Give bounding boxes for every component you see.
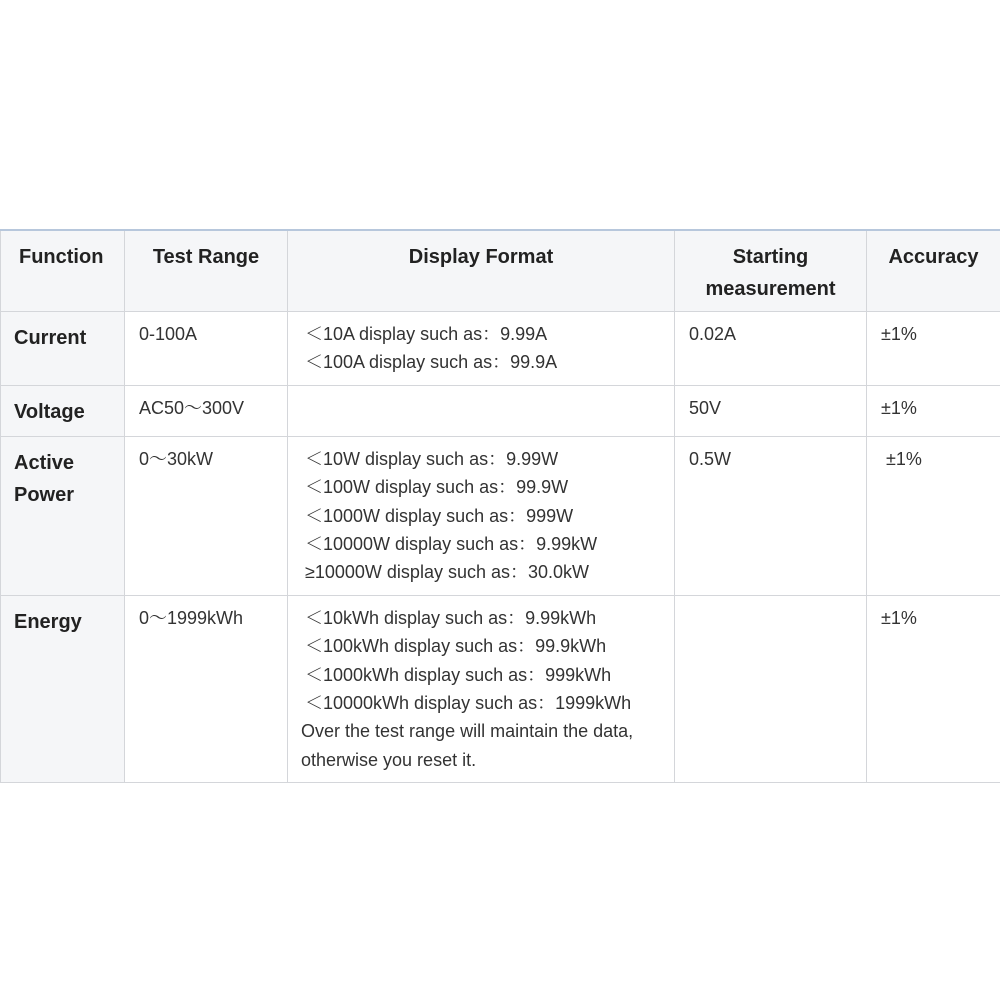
- starting-measurement-cell: 0.02A: [675, 312, 867, 386]
- display-format-note-line: otherwise you reset it.: [301, 749, 477, 770]
- display-format-line: ＜100W display such as：99.9W: [305, 477, 569, 498]
- display-format-cell: [288, 385, 675, 436]
- header-function: Function: [1, 230, 125, 312]
- row-function-energy: Energy: [1, 595, 125, 782]
- accuracy-cell: ±1%: [867, 385, 1000, 436]
- accuracy-cell: ±1%: [867, 312, 1000, 386]
- display-format-line: ≥10000W display such as：30.0kW: [305, 562, 590, 583]
- display-format-cell: [288, 595, 675, 782]
- display-format-line: ＜10A display such as：9.99A: [305, 324, 548, 344]
- spec-table-container: [0, 229, 1000, 783]
- display-format-line: ＜10000kWh display such as：1999kWh: [305, 693, 632, 714]
- display-format-note-line: Over the test range will maintain the data,: [301, 721, 634, 742]
- row-function-active-power: [1, 436, 125, 595]
- starting-measurement-cell: [675, 595, 867, 782]
- header-display-format: Display Format: [288, 230, 675, 312]
- table-row: [1, 436, 1000, 595]
- display-format-line: ＜10kWh display such as：9.99kWh: [305, 607, 597, 628]
- starting-measurement-cell: 0.5W: [675, 436, 867, 595]
- row-function-voltage: Voltage: [1, 385, 125, 436]
- specification-table: [0, 229, 1000, 783]
- table-row: [1, 312, 1000, 386]
- display-format-line: ＜100A display such as：99.9A: [305, 352, 558, 373]
- display-format-line: ＜10000W display such as：9.99kW: [305, 534, 598, 555]
- display-format-cell: [288, 312, 675, 386]
- display-format-line: ＜1000W display such as：999W: [305, 505, 574, 526]
- row-function-current: Current: [1, 312, 125, 386]
- test-range-cell: AC50～300V: [125, 385, 288, 436]
- header-test-range: Test Range: [125, 230, 288, 312]
- test-range-cell: 0～1999kWh: [125, 595, 288, 782]
- header-starting-measurement: [675, 230, 867, 312]
- table-row: [1, 385, 1000, 436]
- display-format-line: ＜1000kWh display such as：999kWh: [305, 664, 612, 685]
- test-range-cell: 0-100A: [125, 312, 288, 386]
- display-format-line: ＜10W display such as：9.99W: [305, 448, 559, 469]
- row-function-line2: Power: [14, 483, 75, 506]
- table-header-row: [1, 230, 1000, 312]
- table-row: [1, 595, 1000, 782]
- display-format-line: ＜100kWh display such as：99.9kWh: [305, 636, 607, 657]
- display-format-cell: [288, 436, 675, 595]
- accuracy-cell: ±1%: [867, 436, 1000, 595]
- row-function-line1: Active: [14, 451, 75, 474]
- header-starting-line1: Starting: [732, 246, 809, 268]
- header-accuracy: Accuracy: [867, 230, 1000, 312]
- starting-measurement-cell: 50V: [675, 385, 867, 436]
- accuracy-cell: ±1%: [867, 595, 1000, 782]
- header-starting-line2: measurement: [705, 278, 836, 300]
- test-range-cell: 0～30kW: [125, 436, 288, 595]
